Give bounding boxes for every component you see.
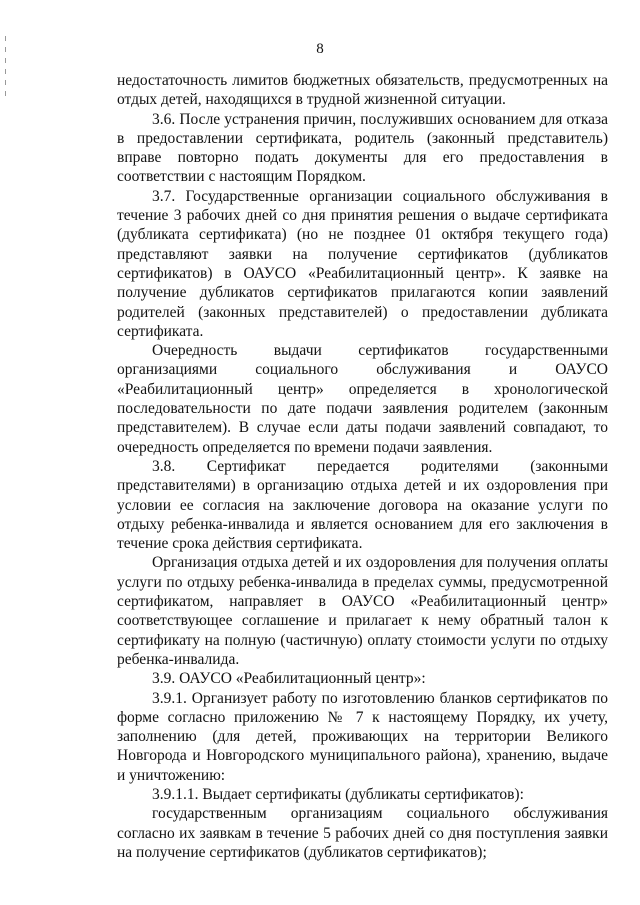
paragraph-state-orgs: государственным организациям социального обслуживания согласно их заявкам в течение 5 рабочих дней со дня поступления заявки на получение сертификатов (дубликатов сертификатов); — [117, 805, 608, 861]
paragraph-continuation: недостаточность лимитов бюджетных обязательств, предусмотренных на отдых детей, находящихся в трудной жизненной ситуации. — [117, 72, 608, 109]
paragraph-3-7: 3.7. Государственные организации социального обслуживания в течение 3 рабочих дней со дня принятия решения о выдаче сертификата (дубликата сертификата) (но не позднее 01 октября текущего года) представляют заявки на получение сертификатов (дубликатов сертификатов) в ОАУСО «Реабилитационный центр». К заявке на получение дубликатов сертификатов прилагаются копии заявлений родителей (законных представителей) о предоставлении дубликата сертификата. — [117, 187, 608, 340]
paragraph-payment: Организация отдыха детей и их оздоровления для получения оплаты услуги по отдыху ребенка-инвалида в пределах суммы, предусмотренной сертификатом, направляет в ОАУСО «Реабилитационный центр» соответствующее соглашение и прилагает к нему обратный талон к сертификату на полную (частичную) оплату стоимости услуги по отдыху ребенка-инвалида. — [117, 554, 608, 668]
page-number: 8 — [316, 41, 324, 57]
paragraph-3-9: 3.9. ОАУСО «Реабилитационный центр»: — [152, 670, 426, 688]
paragraph-3-8: 3.8. Сертификат передается родителями (законными представителями) в организацию отдыха детей и их оздоровления при условии ее согласия на заключение договора на оказание услуги по отдыху ребенка-инвалида и является основанием для его заключения в течение срока действия сертификата. — [117, 457, 608, 553]
paragraph-3-6: 3.6. После устранения причин, послуживших основанием для отказа в предоставлении сертификата, родитель (законный представитель) вправе повторно подать документы для его предоставления в соответствии с настоящим Порядком. — [117, 110, 608, 186]
document-body — [117, 71, 608, 862]
paragraph-3-9-1-1: 3.9.1.1. Выдает сертификаты (дубликаты сертификатов): — [152, 785, 524, 803]
paragraph-3-9-1: 3.9.1. Организует работу по изготовлению бланков сертификатов по форме согласно приложению № 7 к настоящему Порядку, их учету, заполнению (для детей, проживающих на территории Великого Новгорода и Новгородского муниципального района), хранению, выдаче и уничтожению: — [117, 689, 608, 784]
paragraph-queue-order: Очередность выдачи сертификатов государственными организациями социального обслуживания и ОАУСО «Реабилитационный центр» определяется в хронологической последовательности по дате подачи заявления родителем (законным представителем). В случае если даты подачи заявлений совпадают, то очередность определяется по времени подачи заявления. — [117, 342, 608, 456]
